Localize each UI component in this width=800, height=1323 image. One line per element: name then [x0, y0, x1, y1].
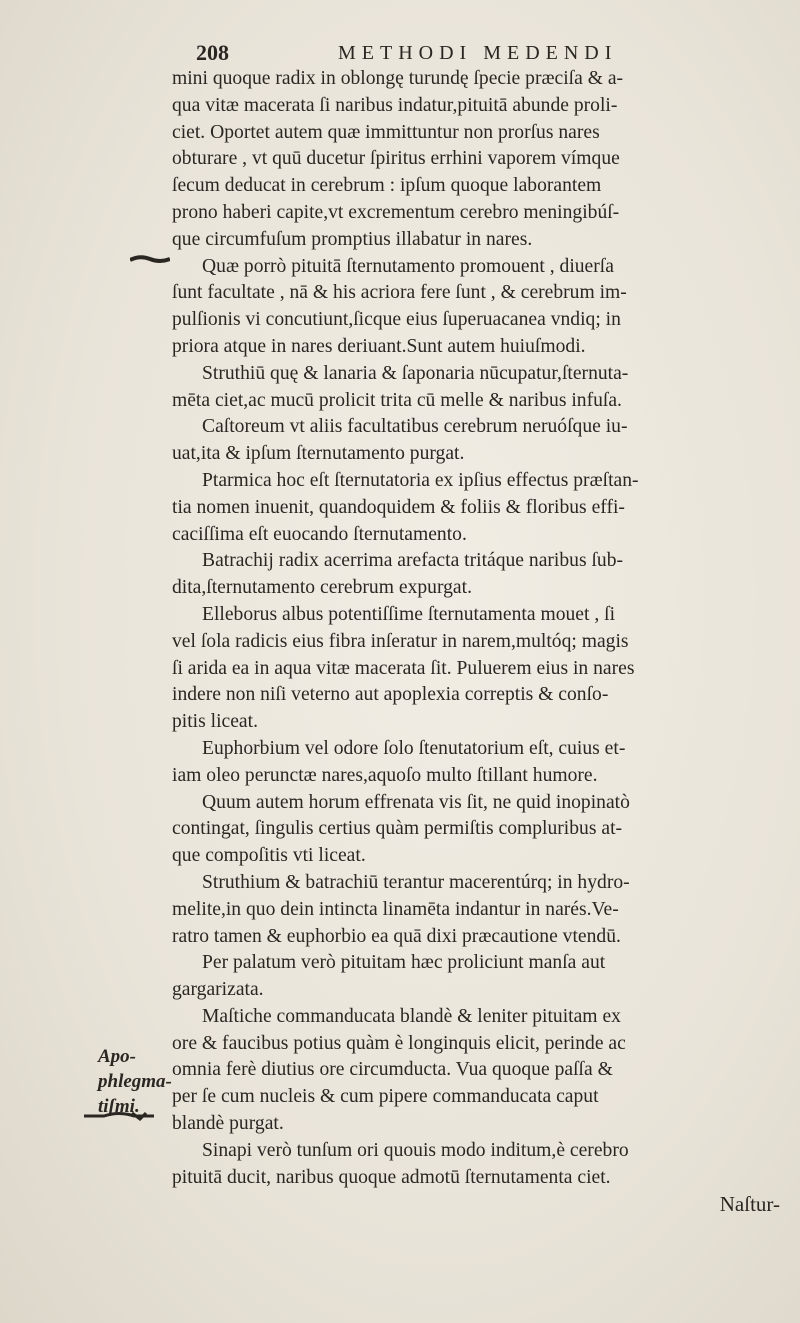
text-line: omnia ferè diutius ore circumducta. Vua quoque paſſa &	[172, 1059, 613, 1081]
marginal-note	[98, 1044, 170, 1119]
text-line: tia nomen inuenit, quandoquidem & foliis & floribus effi-	[172, 496, 625, 518]
page-number: 208	[196, 40, 229, 65]
text-line: iam oleo perunctæ nares,aquoſo multo ſtillant humore.	[172, 764, 598, 786]
text-line: pitis liceat.	[172, 711, 258, 733]
text-line: ſecum deducat in cerebrum : ipſum quoque laborantem	[172, 175, 602, 197]
text-line: Caſtoreum vt aliis facultatibus cerebrum neruóſque iu-	[202, 416, 628, 438]
text-line: prono haberi capite,vt excrementum cerebro meningibúſ-	[172, 201, 620, 223]
catchword: Naſtur-	[719, 1192, 780, 1217]
text-line: ſunt facultate , nā & his acriora fere ſunt , & cerebrum im-	[172, 282, 627, 304]
text-line: vel ſola radicis eius fibra inſeratur in narem,multóq; magis	[172, 630, 629, 652]
text-line: Ptarmica hoc eſt ſternutatoria ex ipſius effectus præſtan-	[202, 469, 639, 491]
page-header	[196, 40, 776, 66]
text-line: Struthiū quę & lanaria & ſaponaria nūcupatur,ſternuta-	[202, 362, 629, 384]
text-line: gargarizata.	[172, 979, 264, 1001]
text-line: obturare , vt quū ducetur ſpiritus errhini vaporem vímque	[172, 148, 620, 170]
body-text	[172, 66, 784, 1218]
text-line: Batrachij radix acerrima arefacta tritáque naribus ſub-	[202, 550, 624, 572]
text-line: priora atque in nares deriuant.Sunt autem huiuſmodi.	[172, 335, 586, 357]
text-line: ſi arida ea in aqua vitæ macerata ſit. Puluerem eius in nares	[172, 657, 635, 679]
text-line: que compoſitis vti liceat.	[172, 845, 366, 867]
running-head: METHODI MEDENDI	[338, 42, 618, 64]
text-line: pulſionis vi concutiunt,ſicque eius ſuperuacanea vndiq; in	[172, 309, 621, 331]
text-line: ore & faucibus potius quàm è longinquis elicit, perinde ac	[172, 1032, 626, 1054]
text-line: qua vitæ macerata ſi naribus indatur,pituitā abunde proli-	[172, 94, 618, 116]
text-line: Elleborus albus potentiſſime ſternutamenta mouet , ſi	[202, 603, 616, 625]
marginal-note-line: phlegma-	[98, 1071, 172, 1092]
text-line: mēta ciet,ac mucū prolicit trita cū melle & naribus infuſa.	[172, 389, 622, 411]
text-line: uat,ita & ipſum ſternutamento purgat.	[172, 443, 465, 465]
text-line: pituitā ducit, naribus quoque admotū ſternutamenta ciet.	[172, 1166, 611, 1188]
text-line: caciſſima eſt euocando ſternutamento.	[172, 523, 467, 545]
text-line: blandè purgat.	[172, 1113, 284, 1135]
text-line: Quum autem horum effrenata vis ſit, ne quid inopinatò	[202, 791, 630, 813]
text-line: ciet. Oportet autem quæ immittuntur non prorſus nares	[172, 121, 600, 143]
text-line: ratro tamen & euphorbio ea quā dixi præcautione vtendū.	[172, 925, 621, 947]
text-line: Quæ porrò pituitā ſternutamento promouent , diuerſa	[202, 255, 614, 277]
text-line: contingat, ſingulis certius quàm permiſtis compluribus at-	[172, 818, 623, 840]
text-line: per ſe cum nucleis & cum pipere commanducata caput	[172, 1086, 599, 1108]
text-line: Sinapi verò tunſum ori quouis modo inditum,è cerebro	[202, 1139, 629, 1161]
text-line: que circumfuſum promptius illabatur in nares.	[172, 228, 533, 250]
text-line: indere non niſi veterno aut apoplexia correptis & conſo-	[172, 684, 609, 706]
margin-ornament-mark	[130, 254, 170, 264]
marginal-note-line: Apo-	[98, 1046, 136, 1067]
marginal-note-line: tiſmi.	[98, 1096, 140, 1117]
text-line: Maſtiche commanducata blandè & leniter pituitam ex	[202, 1005, 621, 1027]
text-line: dita,ſternutamento cerebrum expurgat.	[172, 577, 472, 599]
text-line: Euphorbium vel odore ſolo ſtenutatorium eſt, cuius et-	[202, 737, 626, 759]
marginal-ornament	[84, 1111, 154, 1121]
text-line: Struthium & batrachiū terantur macerentúrq; in hydro-	[202, 871, 630, 893]
text-line: melite,in quo dein intincta linamēta indantur in narés.Ve-	[172, 898, 619, 920]
text-line: Per palatum verò pituitam hæc proliciunt manſa aut	[202, 952, 606, 974]
text-line: mini quoque radix in oblongę turundę ſpecie præciſa & a-	[172, 68, 624, 89]
